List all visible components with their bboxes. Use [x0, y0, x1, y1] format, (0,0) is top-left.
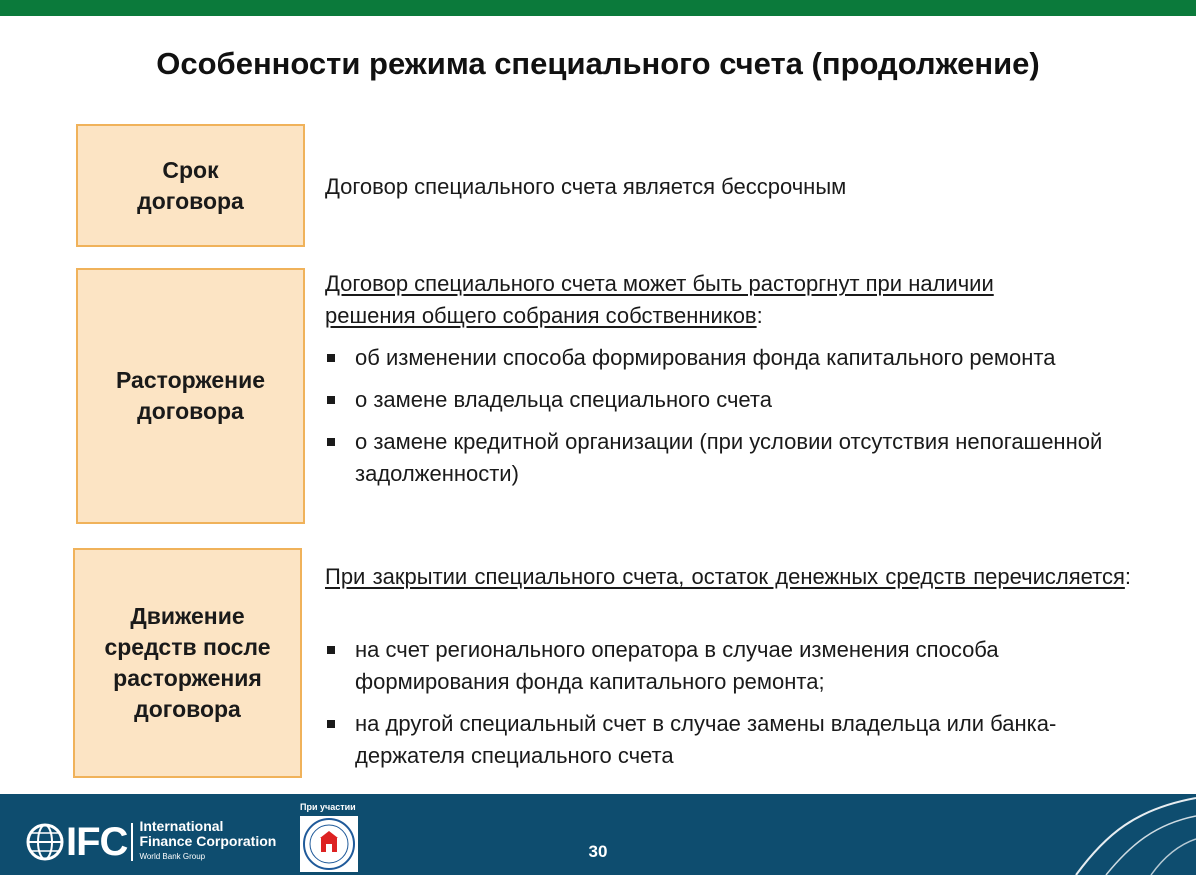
ifc-logo: [26, 819, 276, 864]
funds-lead-underlined: При закрытии специального счета, остаток денежных средств перечисляется: [325, 564, 1125, 589]
funds-lead-suffix: :: [1124, 564, 1131, 589]
org-line-1: International: [139, 818, 224, 834]
org-line-3: World Bank Group: [139, 852, 206, 861]
slide-title: Особенности режима специального счета (продолжение): [156, 46, 1040, 81]
list-item: на другой специальный счет в случае замены владельца или банка-держателя специального счета: [325, 708, 1145, 772]
globe-icon: [26, 823, 64, 861]
footer-bar: [0, 794, 1196, 875]
page-number: 30: [588, 842, 608, 861]
ifc-org-name: [139, 819, 276, 864]
partner-logo: [300, 816, 358, 872]
decorative-swoosh: [1036, 794, 1196, 875]
list-item: о замене кредитной организации (при условии отсутствия непогашенной задолженности): [325, 426, 1125, 490]
termination-lead: [325, 268, 1045, 332]
termination-bullet-list: [325, 342, 1125, 500]
association-seal-icon: [300, 816, 358, 872]
term-text: Договор специального счета является бессрочным: [325, 174, 847, 199]
funds-bullet-list: [325, 634, 1145, 782]
label-box-funds-movement: Движение средств после расторжения договора: [73, 548, 302, 778]
funds-lead: [325, 561, 1131, 593]
label-box-term: Срок договора: [76, 124, 305, 247]
label-box-termination: Расторжение договора: [76, 268, 305, 524]
list-item: о замене владельца специального счета: [325, 384, 1125, 416]
termination-lead-underlined: Договор специального счета может быть расторгнут при наличии решения общего собрания собственников: [325, 271, 994, 328]
list-item: на счет регионального оператора в случае изменения способа формирования фонда капитального ремонта;: [325, 634, 1145, 698]
partner-caption: При участии: [300, 802, 356, 812]
list-item: об изменении способа формирования фонда капитального ремонта: [325, 342, 1125, 374]
ifc-logo-text: IFC: [66, 819, 128, 864]
org-line-2: Finance Corporation: [139, 833, 277, 849]
logo-divider: [131, 823, 133, 861]
termination-lead-suffix: :: [756, 303, 763, 328]
top-accent-bar: [0, 0, 1196, 16]
